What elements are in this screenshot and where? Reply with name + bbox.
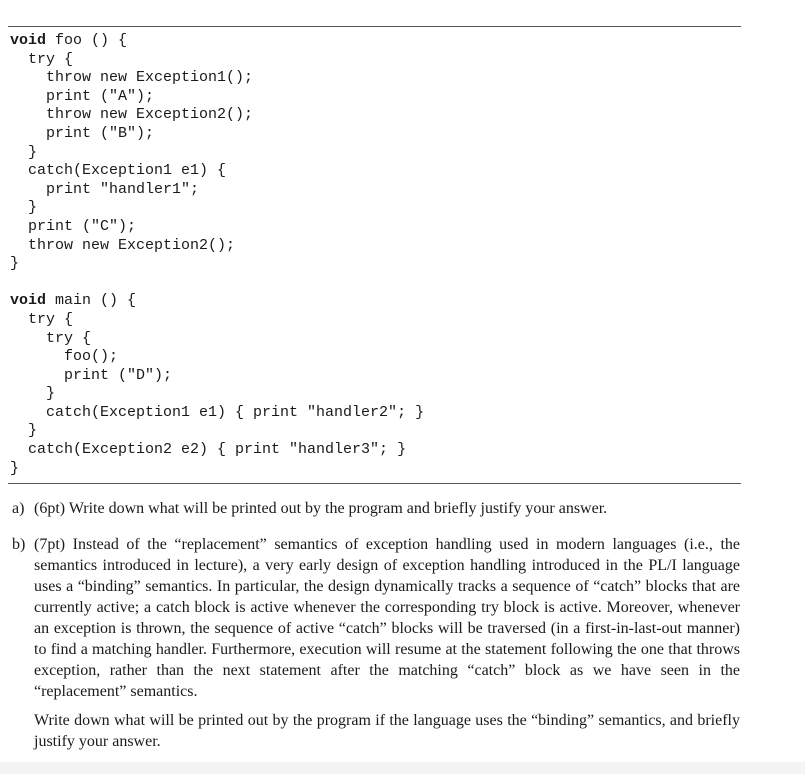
code-line xyxy=(10,237,424,256)
code-text: foo () { xyxy=(46,32,128,49)
code-text: foo(); xyxy=(10,348,119,366)
top-rule xyxy=(8,26,741,27)
code-text: catch(Exception1 e1) { xyxy=(10,162,227,180)
code-text: } xyxy=(10,459,20,477)
code-text: catch(Exception1 e1) { print "handler2"; } xyxy=(10,403,425,421)
code-text: main () { xyxy=(46,292,137,310)
code-line xyxy=(10,311,424,330)
code-line xyxy=(10,162,424,181)
code-line xyxy=(10,51,424,70)
code-keyword: void xyxy=(10,292,47,310)
code-line xyxy=(10,274,424,293)
code-text: print ("B"); xyxy=(10,124,155,142)
code-text: print ("C"); xyxy=(10,217,137,235)
code-text: } xyxy=(10,385,56,403)
page-bottom-edge xyxy=(0,762,805,774)
code-text: catch(Exception2 e2) { print "handler3"; } xyxy=(10,441,407,459)
code-line xyxy=(10,125,424,144)
code-line xyxy=(10,88,424,107)
question-b xyxy=(12,534,740,752)
code-listing xyxy=(10,32,424,478)
code-line xyxy=(10,441,424,460)
code-bottom-rule xyxy=(8,483,741,484)
question-b-marker: b) xyxy=(12,536,26,553)
question-a-marker: a) xyxy=(12,500,25,517)
code-text: print ("A"); xyxy=(10,87,155,105)
code-line xyxy=(10,218,424,237)
code-text: try { xyxy=(10,50,74,68)
code-line xyxy=(10,69,424,88)
code-text: } xyxy=(10,199,38,217)
code-text: print "handler1"; xyxy=(10,180,200,198)
code-line xyxy=(10,181,424,200)
question-a-text: (6pt) Write down what will be printed out by the program and briefly justify your answer. xyxy=(34,500,608,517)
code-text: throw new Exception2(); xyxy=(10,106,254,124)
code-keyword: void xyxy=(10,32,47,49)
question-b-followup-text: Write down what will be printed out by the program if the language uses the “binding” semantics, and briefly justify your answer. xyxy=(34,712,740,750)
code-text: throw new Exception2(); xyxy=(10,236,236,254)
question-a xyxy=(12,498,740,519)
code-line xyxy=(10,292,424,311)
code-line xyxy=(10,348,424,367)
question-b-text: (7pt) Instead of the “replacement” semantics of exception handling used in modern languages (i.e., the semantics introduced in lecture), a very early design of exception handling introduced in the PL/I language uses a “binding” semantics. In particular, the design dynamically tracks a sequence of “catch” blocks that are currently active; a catch block is active whenever the corresponding try block is active. Moreover, whenever an exception is thrown, the sequence of active “catch” blocks will be traversed (in a first-in-last-out manner) to find a matching handler. Furthermore, execution will resume at the statement following the one that throws exception, rather than the next statement after the matching “catch” block as we have seen in the “replacement” semantics. xyxy=(34,536,740,700)
code-line xyxy=(10,404,424,423)
code-text: try { xyxy=(10,310,74,328)
code-line xyxy=(10,32,424,51)
code-text: } xyxy=(10,422,38,440)
code-line xyxy=(10,460,424,479)
code-text: throw new Exception1(); xyxy=(10,69,254,87)
code-text: } xyxy=(10,255,20,273)
code-line xyxy=(10,330,424,349)
code-line xyxy=(10,199,424,218)
code-text: try { xyxy=(10,329,92,347)
code-text: } xyxy=(10,143,38,161)
code-line xyxy=(10,422,424,441)
code-line xyxy=(10,144,424,163)
code-line xyxy=(10,106,424,125)
code-line xyxy=(10,367,424,386)
code-line xyxy=(10,255,424,274)
code-line xyxy=(10,385,424,404)
code-text: print ("D"); xyxy=(10,366,173,384)
